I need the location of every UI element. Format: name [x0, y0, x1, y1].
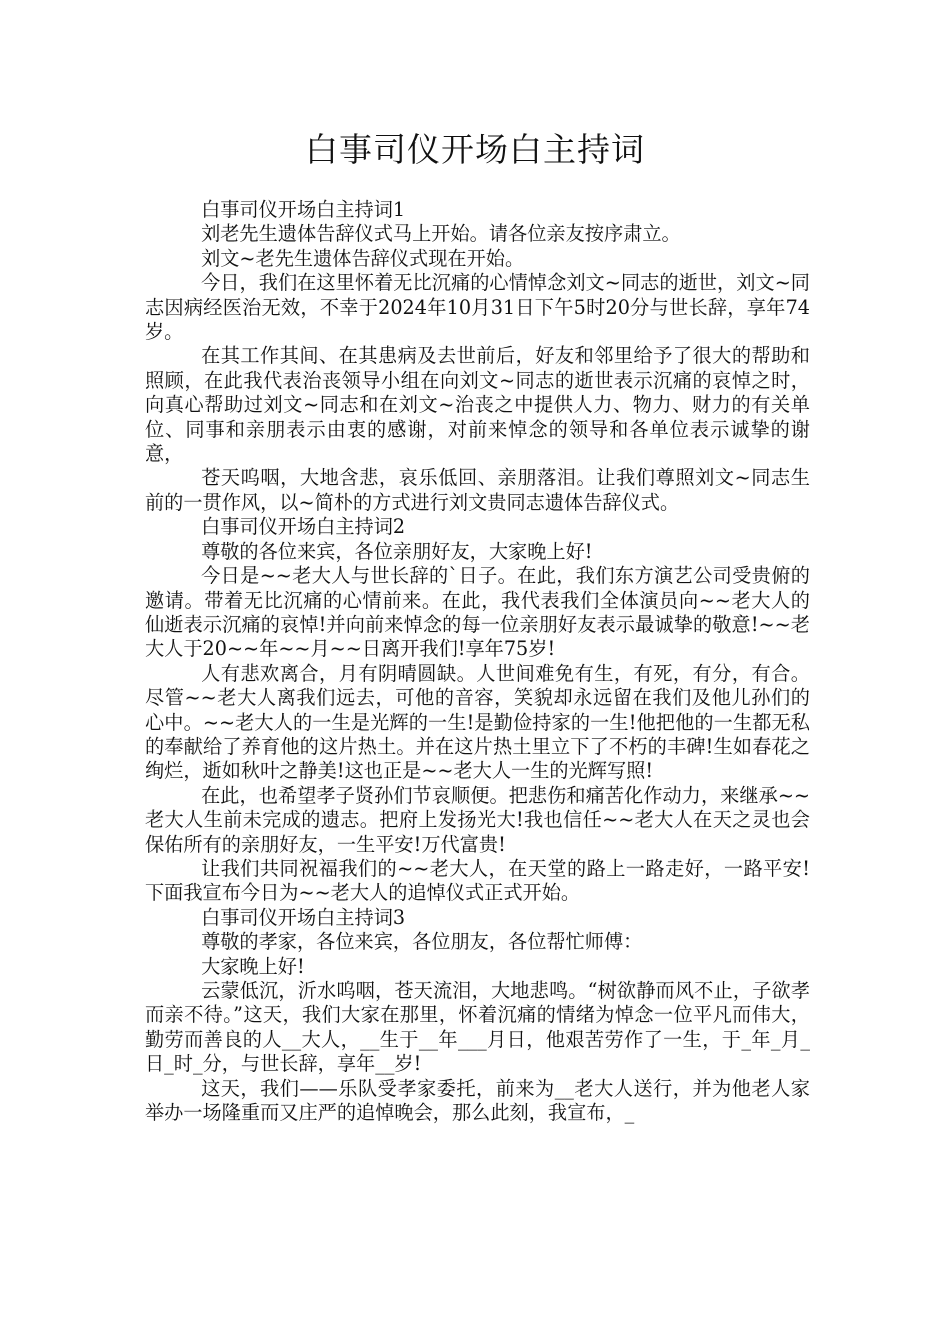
- paragraph: 刘文~老先生遗体告辞仪式现在开始。: [201, 246, 525, 270]
- paragraph: 尊敬的各位来宾，各位亲朋好友，大家晚上好!: [201, 539, 593, 563]
- document-title: 白事司仪开场白主持词: [305, 130, 645, 169]
- paragraph: 云蒙低沉，沂水呜咽，苍天流泪，大地悲鸣。“树欲静而风不止，子欲孝而亲不待。”这天，我们大家在那里，怀着沉痛的情绪为悼念一位平凡而伟大，勤劳而善良的人__大人，__生于__年___月日，他艰苦劳作了一生，于_年_月_日_时_分，与世长辞，享年__岁!: [145, 979, 810, 1076]
- paragraph: 今日是~~老大人与世长辞的`日子。在此，我们东方演艺公司受贵俯的邀请。带着无比沉痛的心情前来。在此，我代表我们全体演员向~~老大人的仙逝表示沉痛的哀悼!并向前来悼念的每一位亲朋好友表示最诚挚的敬意!~~老大人于20~~年~~月~~日离开我们!享年75岁!: [145, 564, 810, 661]
- paragraph: 在此，也希望孝子贤孙们节哀顺便。把悲伤和痛苦化作动力，来继承~~老大人生前未完成的遗志。把府上发扬光大!我也信任~~老大人在天之灵也会保佑所有的亲朋好友，一生平安!万代富贵!: [145, 783, 810, 856]
- paragraph-section-heading-1: 白事司仪开场白主持词1: [201, 198, 406, 221]
- paragraph: 苍天呜咽，大地含悲，哀乐低回、亲朋落泪。让我们尊照刘文~同志生前的一贯作风，以~简朴的方式进行刘文贵同志遗体告辞仪式。: [145, 466, 810, 514]
- paragraph: 刘老先生遗体告辞仪式马上开始。请各位亲友按序肃立。: [201, 222, 681, 246]
- paragraph: 让我们共同祝福我们的~~老大人，在天堂的路上一路走好，一路平安!下面我宣布今日为~~老大人的追悼仪式正式开始。: [145, 856, 810, 905]
- paragraph: 今日，我们在这里怀着无比沉痛的心情悼念刘文~同志的逝世，刘文~同志因病经医治无效，不幸于2024年10月31日下午5时20分与世长辞，享年74岁。: [145, 271, 810, 344]
- paragraph: 大家晚上好!: [201, 954, 305, 978]
- paragraph: 在其工作其间、在其患病及去世前后，好友和邻里给予了很大的帮助和照顾，在此我代表治丧领导小组在向刘文~同志的逝世表示沉痛的哀悼之时，向真心帮助过刘文~同志和在刘文~治丧之中提供人力、物力、财力的有关单位、同事和亲朋表示由衷的感谢，对前来悼念的领导和各单位表示诚挚的谢意，: [145, 344, 810, 466]
- paragraph: 尊敬的孝家，各位来宾，各位朋友，各位帮忙师傅：: [201, 930, 643, 954]
- paragraph: 人有悲欢离合，月有阴晴圆缺。人世间难免有生，有死，有分，有合。尽管~~老大人离我们远去，可他的音容，笑貌却永远留在我们及他儿孙们的心中。~~老大人的一生是光辉的一生!是勤俭持家的一生!他把他的一生都无私的奉献给了养育他的这片热土。并在这片热土里立下了不朽的丰碑!生如春花之绚烂，逝如秋叶之静美!这也正是~~老大人一生的光辉写照!: [145, 661, 810, 783]
- document-body: [145, 198, 810, 1125]
- paragraph: 这天，我们——乐队受孝家委托，前来为__老大人送行，并为他老人家举办一场隆重而又庄严的追悼晚会，那么此刻，我宣布，_: [145, 1076, 810, 1125]
- paragraph-section-heading-2: 白事司仪开场白主持词2: [201, 515, 406, 539]
- paragraph-section-heading-3: 白事司仪开场白主持词3: [201, 905, 406, 929]
